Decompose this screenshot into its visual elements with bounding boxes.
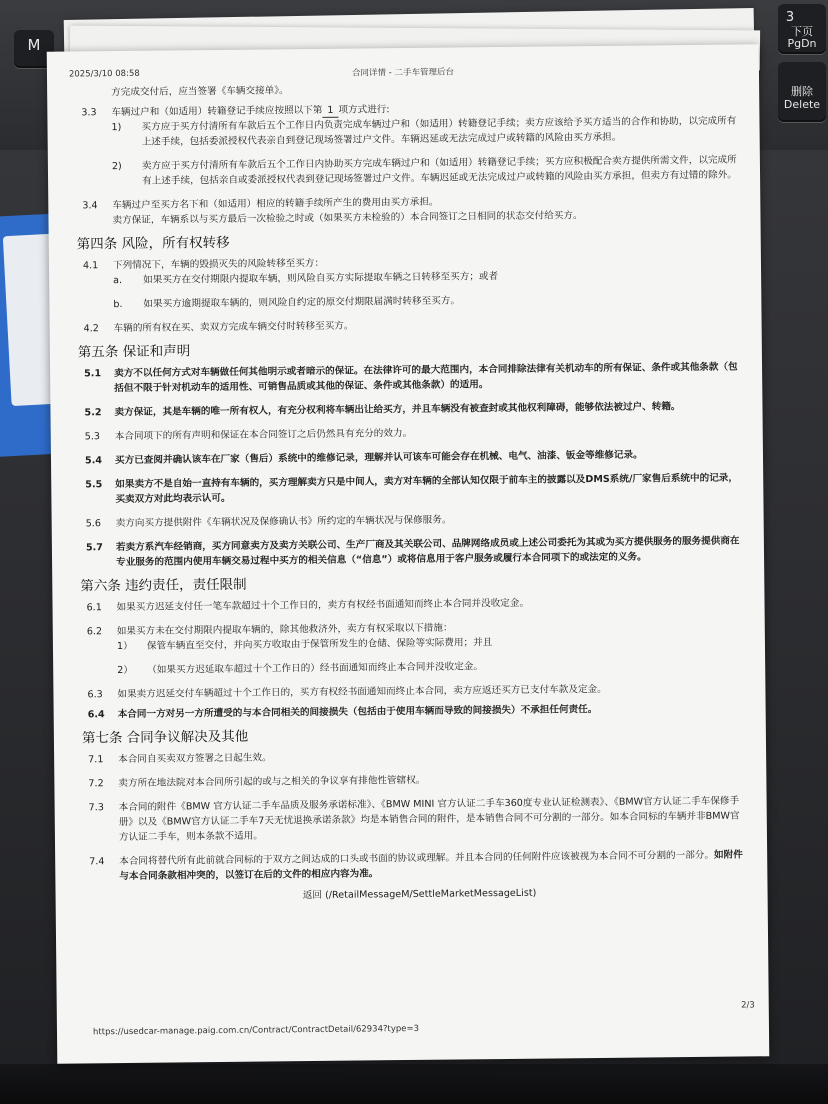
article-4-heading: 第四条 风险，所有权转移 [76,234,230,253]
clause-7-4: 7.4 本合同将替代所有此前就合同标的于双方之间达成的口头或书面的协议或理解。并且本合同的任何附件应该被视为本合同不可分割的一部分。如附件与本合同条款相冲突的，以签订在后的文件的相应内容为准。 [89,849,743,883]
clause-5-2: 5.2 卖方保证，其是车辆的唯一所有权人，有充分权利将车辆出让给买方，并且车辆没有被查封或其他权利障碍，能够依法被过户、转籍。 [84,401,681,419]
option-blank: 1 [322,105,338,118]
article-6-heading: 第六条 违约责任，责任限制 [80,576,247,595]
clause-4-1-item: b. 如果买方逾期提取车辆的，则风险自约定的原交付期限届满时转移至买方。 [113,295,461,311]
clause-3-3-item: 1) 买方应于买方付清所有车款后五个工作日内负责完成车辆过户和（如适用）转籍登记手续；卖方应该给予买方适当的合作和协助，以完成所有上述手续，包括委派授权代表亲自到登记现场签署过户文件。车辆迟延或无法完成过户或转籍的风险由买方承担。 [111,115,737,148]
print-datetime: 2025/3/10 08:58 [68,68,140,80]
clause-3-3: 3.3 车辆过户和（如适用）转籍登记手续应按照以下第 1 项方式进行: [81,104,390,119]
key-m: M [14,30,54,68]
print-page-title: 合同详情 - 二手车管理后台 [351,67,454,79]
key-pgdn: 3 下页 PgDn [778,4,826,54]
clause-7-3: 7.3 本合同的附件《BMW 官方认证二手车品质及服务承诺标准》、《BMW MINI 官方认证二手车360度专业认证检测表》、《BMW官方认证二手车保修手册》以及《BMW官方认证二手车7天无忧退换承诺条款》均是本销售合同的附件，是本销售合同不可分割的一部分。如本合同标的车辆并非BMW官方认证二手车，则本条款不适用。 [88,795,740,844]
clause-6-3: 6.3 如果卖方迟延交付车辆超过十个工作日的，买方有权经书面通知而终止本合同，卖方应返还买方已支付车款及定金。 [87,683,607,701]
clause-5-7: 5.7 若卖方系汽车经销商，买方同意卖方及卖方关联公司、生产厂商及其关联公司、品牌网络成员或上述公司委托为其或为买方提供服务的服务提供商在专业服务的范围内使用车辆交易过程中买方的相关信息（“信息”）或将信息用于客户服务或履行本合同项下的或法定的义务。 [85,535,740,569]
clause-6-1: 6.1 如果买方迟延支付任一笔车款超过十个工作日的，卖方有权经书面通知而终止本合同并没收定金。 [86,597,530,614]
intro-line: 方完成交付后，应当签署《车辆交接单》。 [111,85,289,99]
clause-6-2-item: 2） （如果买方迟延取车超过十个工作日的）经书面通知而终止本合同并没收定金。 [117,661,484,677]
clause-7-1: 7.1 本合同自买卖双方签署之日起生效。 [88,752,272,766]
contract-content [76,78,750,905]
clause-5-4: 5.4 买方已查阅并确认该车在厂家（售后）系统中的维修记录，理解并认可该车可能会存在机械、电气、油漆、钣金等维修记录。 [84,449,643,467]
article-7-heading: 第七条 合同争议解决及其他 [81,728,249,747]
clause-6-2-item: 1） 保管车辆直至交付，并向买方收取由于保管所发生的仓储、保险等实际费用；并且 [116,637,493,653]
document-page [47,44,770,1063]
clause-5-3: 5.3 本合同项下的所有声明和保证在本合同签订之后仍然具有充分的效力。 [84,427,413,443]
clause-6-2: 6.2 如果买方未在交付期限内提取车辆的，除其他救济外，卖方有权采取以下措施： [86,622,453,638]
clause-4-1-item: a. 如果买方在交付期限内提取车辆，则风险自买方实际提取车辆之日转移至买方；或者 [113,271,499,287]
clause-5-1: 5.1 卖方不以任何方式对车辆做任何其他明示或者暗示的保证。在法律许可的最大范围内，本合同排除法律有关机动车的所有保证、条件或其他条款（包括但不限于针对机动车的适用性、可销售品质或其他的保证、条件或其他条款）的适用。 [84,361,738,395]
clause-4-1: 4.1 下列情况下，车辆的毁损灭失的风险转移至买方： [82,257,325,272]
clause-6-4: 6.4 本合同一方对另一方所遭受的与本合同相关的间接损失（包括由于使用车辆而导致的间接损失）不承担任何责任。 [87,704,598,721]
key-delete: 删除 Delete [778,62,826,122]
clause-7-2: 7.2 卖方所在地法院对本合同所引起的或与之相关的争议享有排他性管辖权。 [88,774,426,790]
bottom-shadow [0,1064,828,1104]
back-link[interactable]: 返回 (/RetailMessageM/SettleMarketMessageList) [302,887,537,902]
article-5-heading: 第五条 保证和声明 [77,343,191,361]
clause-5-5: 5.5 如果卖方不是自始一直持有车辆的，买方理解卖方只是中间人，卖方对车辆的全部认知仅限于前车主的披露以及DMS系统/厂家售后系统中的记录，买卖双方对此均表示认可。 [85,472,739,506]
print-url: https://usedcar-manage.paig.com.cn/Contract/ContractDetail/62934?type=3 [92,1023,420,1038]
clause-4-2: 4.2 车辆的所有权在买、卖双方完成车辆交付时转移至买方。 [83,320,354,335]
clause-3-3-item: 2) 卖方应于买方付清所有车款后五个工作日内协助买方完成车辆过户和（如适用）转籍登记手续；买方应积极配合卖方提供所需文件，以完成所有上述手续，包括亲自或委派授权代表到登记现场签署过户文件。车辆迟延或无法完成过户或转籍的风险由买方承担，但卖方有过错的除外。 [111,154,737,187]
clause-5-6: 5.6 卖方向买方提供附件《车辆状况及保修确认书》所约定的车辆状况与保修服务。 [85,514,452,530]
page-number: 2/3 [741,1000,755,1011]
clause-3-4: 3.4 车辆过户至买方名下和（如适用）相应的转籍手续所产生的费用由买方承担。 卖方保证，车辆系以与买方最后一次检验之时或（如果买方未检验的）本合同签订之日相同的状态交付给买方。 [82,196,583,227]
